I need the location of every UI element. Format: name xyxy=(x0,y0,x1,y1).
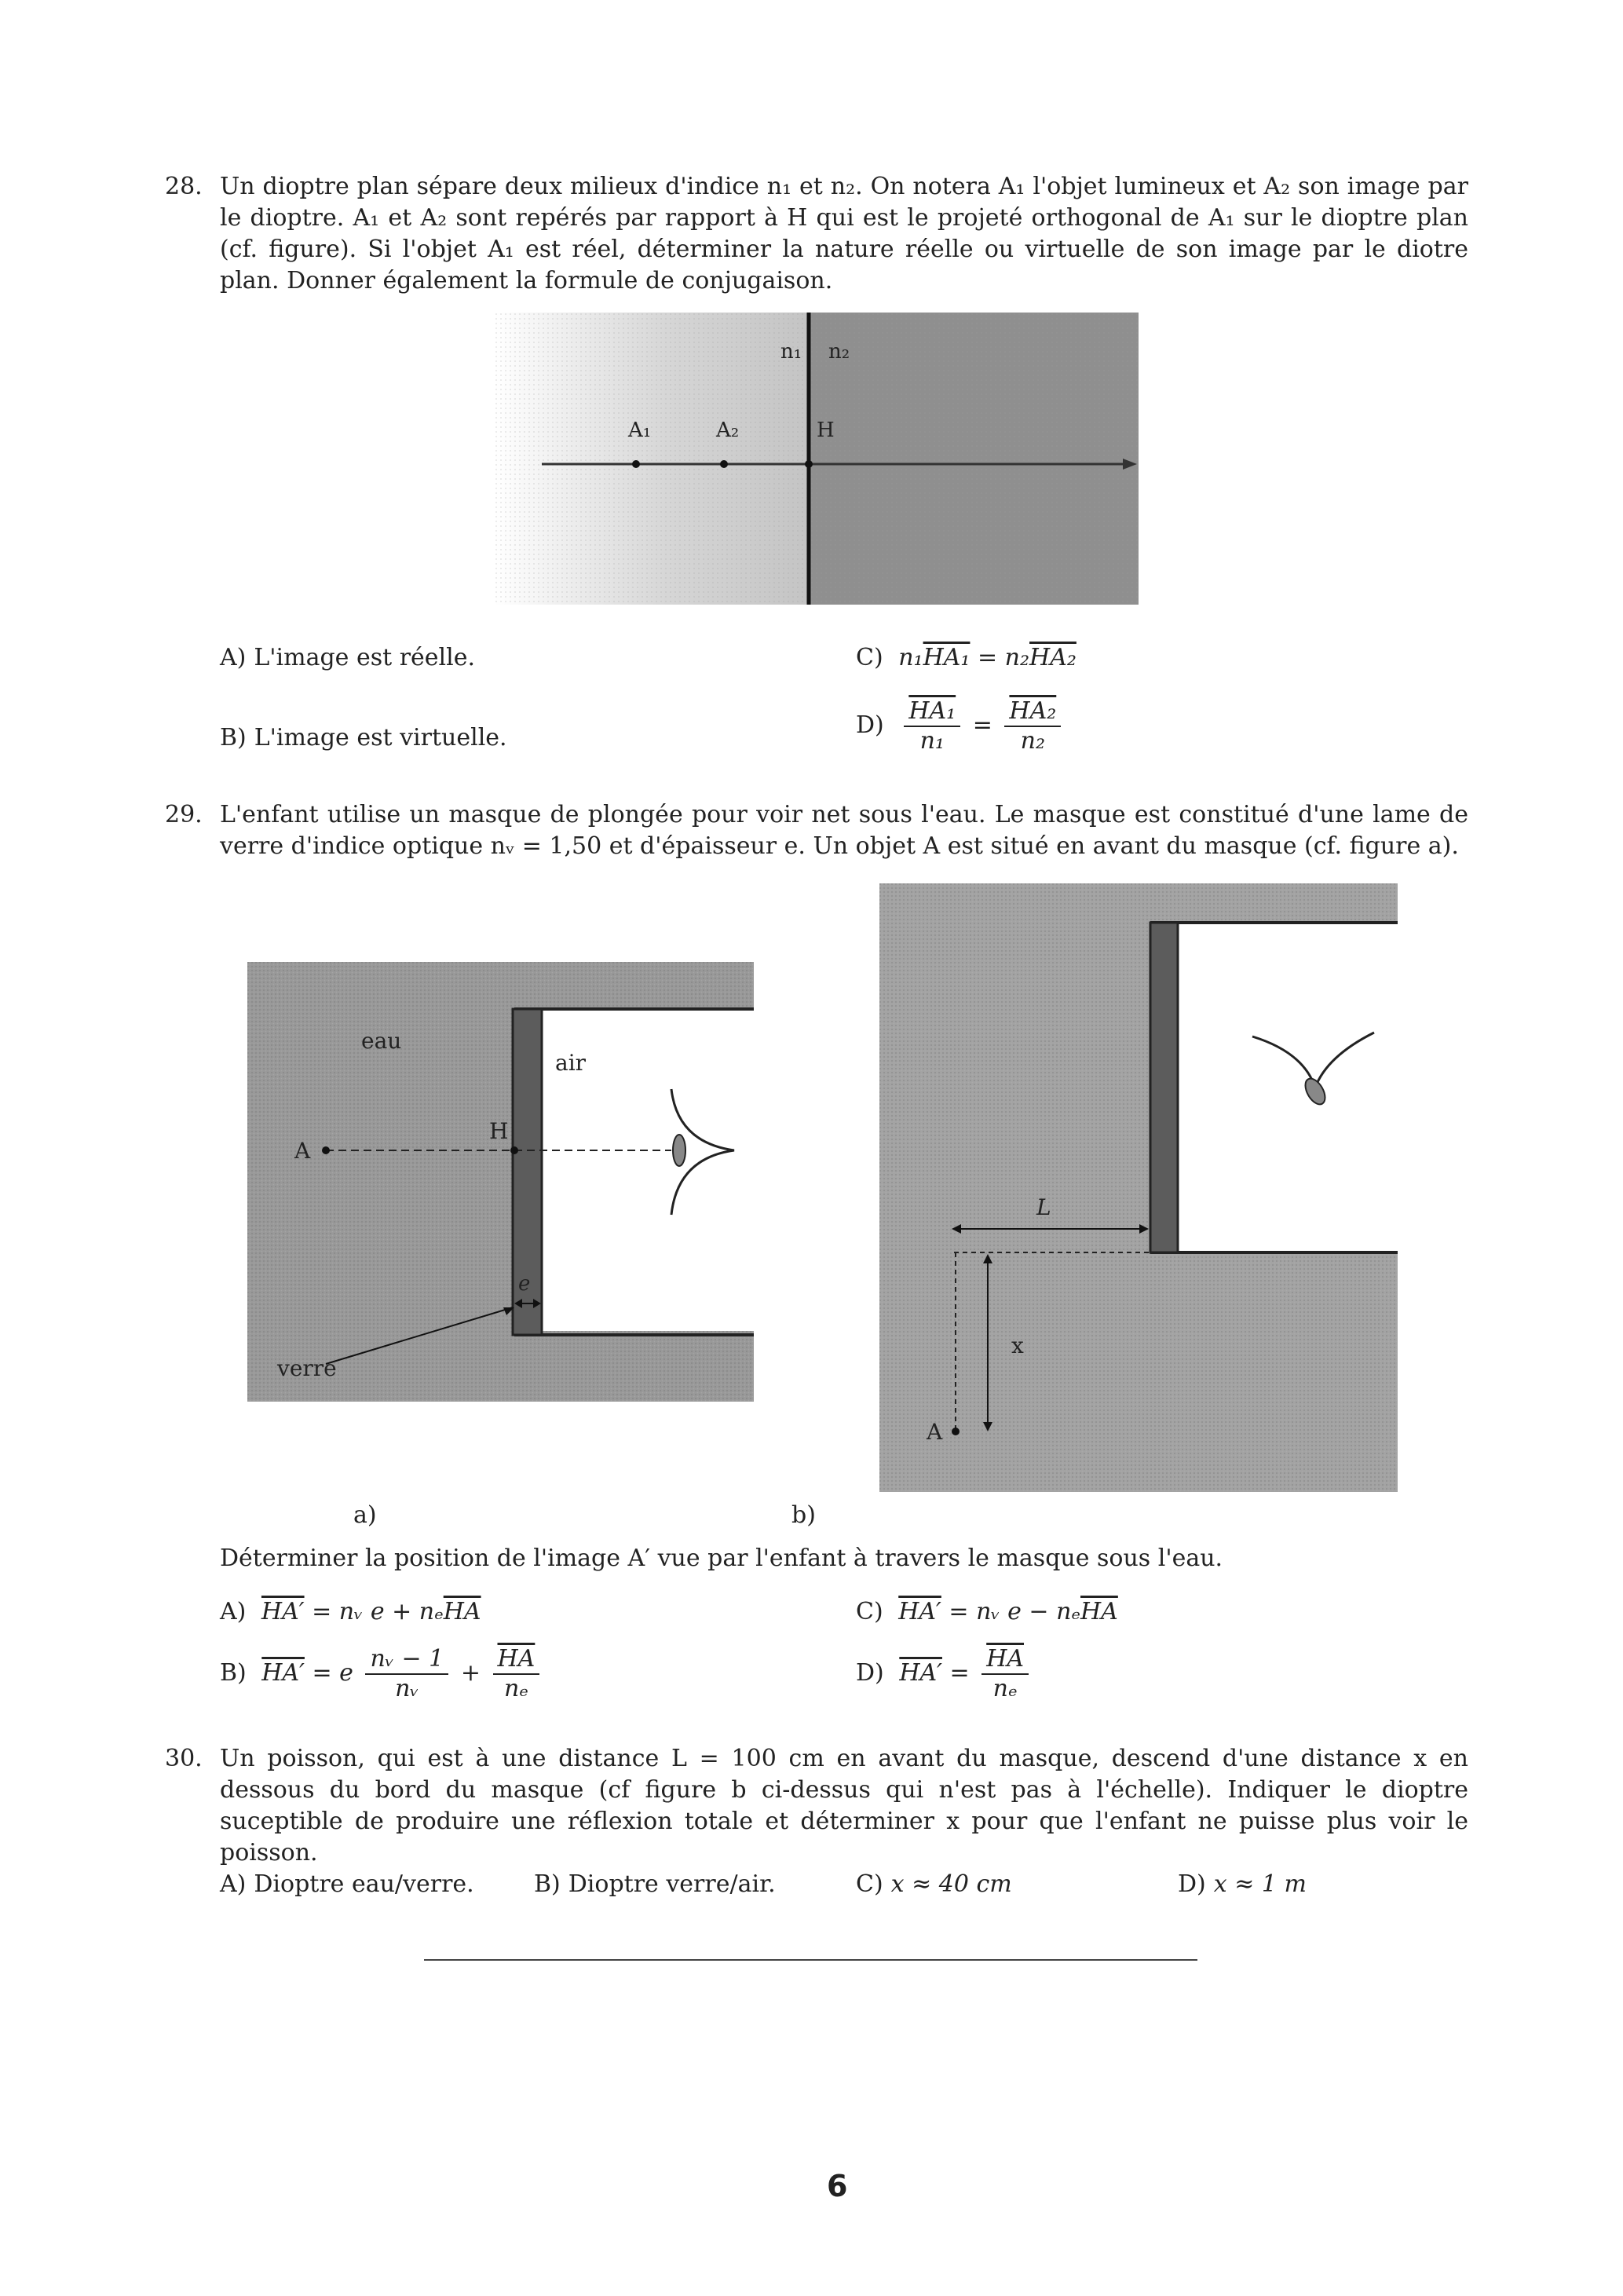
question-text: Un dioptre plan sépare deux milieux d'indice n₁ et n₂. On notera A₁ l'objet lumineux et A₂ son image par le dioptre. A₁ et A₂ sont repérés par rapport à H qui est le projeté orthogonal de A₁ sur le dioptre plan (cf. figure). Si l'objet A₁ est réel, déterminer la nature réelle ou virtuelle de son image par le diotre plan. Donner également la formule de conjugaison. xyxy=(220,173,1468,294)
answer-label: A) xyxy=(220,644,247,671)
answer-label: D) xyxy=(856,1659,884,1687)
label-l: L xyxy=(1036,1194,1051,1220)
label-air: air xyxy=(555,1050,587,1076)
label-verre: verre xyxy=(277,1355,337,1381)
answer-29-b[interactable]: B) HA′ = e $\frac{\text{nᵥ − 1}}{\text{nᵥ}}$ + $\frac{\overline{HA}}{\text{nₑ}}$ xyxy=(220,1645,544,1703)
answer-label: D) xyxy=(856,711,884,739)
page-number: 6 xyxy=(827,2169,848,2203)
answer-text: Dioptre verre/air. xyxy=(568,1870,776,1898)
answer-label: C) xyxy=(856,1598,883,1625)
answer-30-c[interactable] xyxy=(856,1869,1012,1900)
label-a: A xyxy=(927,1419,943,1445)
label-a2: A₂ xyxy=(716,419,740,442)
answer-label: A) xyxy=(220,1598,247,1625)
question-28 xyxy=(165,171,1468,297)
question-number: 30. xyxy=(165,1745,203,1772)
answer-label: B) xyxy=(220,1659,247,1687)
question-30 xyxy=(165,1743,1468,1869)
fraction: $\frac{\text{HA₁}}{\text{n₁}}$ xyxy=(904,697,960,755)
answer-29-d[interactable]: D) HA′ = $\frac{\overline{HA}}{\text{nₑ}}$ xyxy=(856,1645,1033,1703)
figure-b-poisson xyxy=(879,883,1402,1492)
answer-28-d[interactable]: D) $\frac{\text{HA₁}}{\text{n₁}}$ = $\frac{\text{HA₂}}{\text{n₂}}$ xyxy=(856,697,1066,755)
answer-label: B) xyxy=(534,1870,561,1898)
answer-text: Dioptre eau/verre. xyxy=(254,1870,474,1898)
fraction: $\frac{\text{HA₂}}{\text{n₂}}$ xyxy=(1004,697,1061,755)
caption-b: b) xyxy=(791,1501,816,1529)
answer-label: B) xyxy=(220,724,247,751)
answer-28-c[interactable]: C) n₁HA₁ = n₂HA₂ xyxy=(856,642,1077,674)
label-a1: A₁ xyxy=(628,419,652,442)
answer-30-b[interactable] xyxy=(534,1869,776,1900)
answer-label: C) xyxy=(856,644,883,671)
question-29-prompt: Déterminer la position de l'image A′ vue par l'enfant à travers le masque sous l'eau. xyxy=(220,1545,1223,1572)
answer-30-d[interactable] xyxy=(1178,1869,1307,1900)
question-text: Un poisson, qui est à une distance L = 100 cm en avant du masque, descend d'une distance x en dessous du bord du masque (cf figure b ci-dessus qui n'est pas à l'échelle). Indiquer le dioptre suceptible de produire une réflexion totale et déterminer x pour que l'enfant ne puisse plus voir le poisson. xyxy=(220,1745,1468,1866)
glass-plate xyxy=(1150,923,1178,1252)
point-a xyxy=(952,1428,960,1435)
answer-label: A) xyxy=(220,1870,247,1898)
label-eau: eau xyxy=(361,1028,402,1054)
label-n2: n₂ xyxy=(828,340,850,364)
question-text: L'enfant utilise un masque de plongée pour voir net sous l'eau. Le masque est constitué d'une lame de verre d'indice optique nᵥ = 1,50 et d'épaisseur e. Un objet A est situé en avant du masque (cf. figure a). xyxy=(220,801,1468,860)
point-a xyxy=(322,1146,330,1154)
point-a2 xyxy=(720,460,728,468)
answer-28-b[interactable] xyxy=(220,722,507,754)
answer-29-a[interactable]: A) HA′ = nᵥ $e + n_e\overline{HA}$ xyxy=(220,1596,481,1628)
point-h xyxy=(510,1146,518,1154)
label-n1: n₁ xyxy=(780,340,802,364)
answer-label: D) xyxy=(1178,1870,1206,1898)
point-a1 xyxy=(632,460,640,468)
question-number: 29. xyxy=(165,801,203,828)
label-x: x xyxy=(1011,1333,1024,1358)
label-e: e xyxy=(518,1272,531,1296)
caption-a: a) xyxy=(353,1501,377,1529)
answer-text: x ≈ 40 cm xyxy=(890,1870,1012,1898)
figure-dioptre-plan xyxy=(495,313,1139,605)
section-divider xyxy=(424,1959,1197,1961)
figure-a-masque xyxy=(247,962,758,1402)
question-29 xyxy=(165,799,1468,862)
answer-29-c[interactable]: C) HA′ = nᵥ $e - n_e\overline{HA}$ xyxy=(856,1596,1118,1628)
label-h: H xyxy=(489,1118,509,1144)
answer-label: C) xyxy=(856,1870,883,1898)
answer-text: L'image est virtuelle. xyxy=(254,724,507,751)
fraction: $\frac{\overline{HA}}{\text{nₑ}}$ xyxy=(493,1645,540,1703)
question-number: 28. xyxy=(165,173,203,200)
answer-28-a[interactable] xyxy=(220,642,475,674)
point-h xyxy=(805,460,813,468)
answer-text: x ≈ 1 m xyxy=(1213,1870,1307,1898)
answer-30-a[interactable] xyxy=(220,1869,474,1900)
label-h: H xyxy=(817,419,835,442)
fraction: $\frac{\text{nᵥ − 1}}{\text{nᵥ}}$ xyxy=(365,1645,448,1703)
fraction: $\frac{\overline{HA}}{\text{nₑ}}$ xyxy=(981,1645,1029,1703)
answer-text: L'image est réelle. xyxy=(254,644,476,671)
label-a: A xyxy=(294,1138,311,1164)
